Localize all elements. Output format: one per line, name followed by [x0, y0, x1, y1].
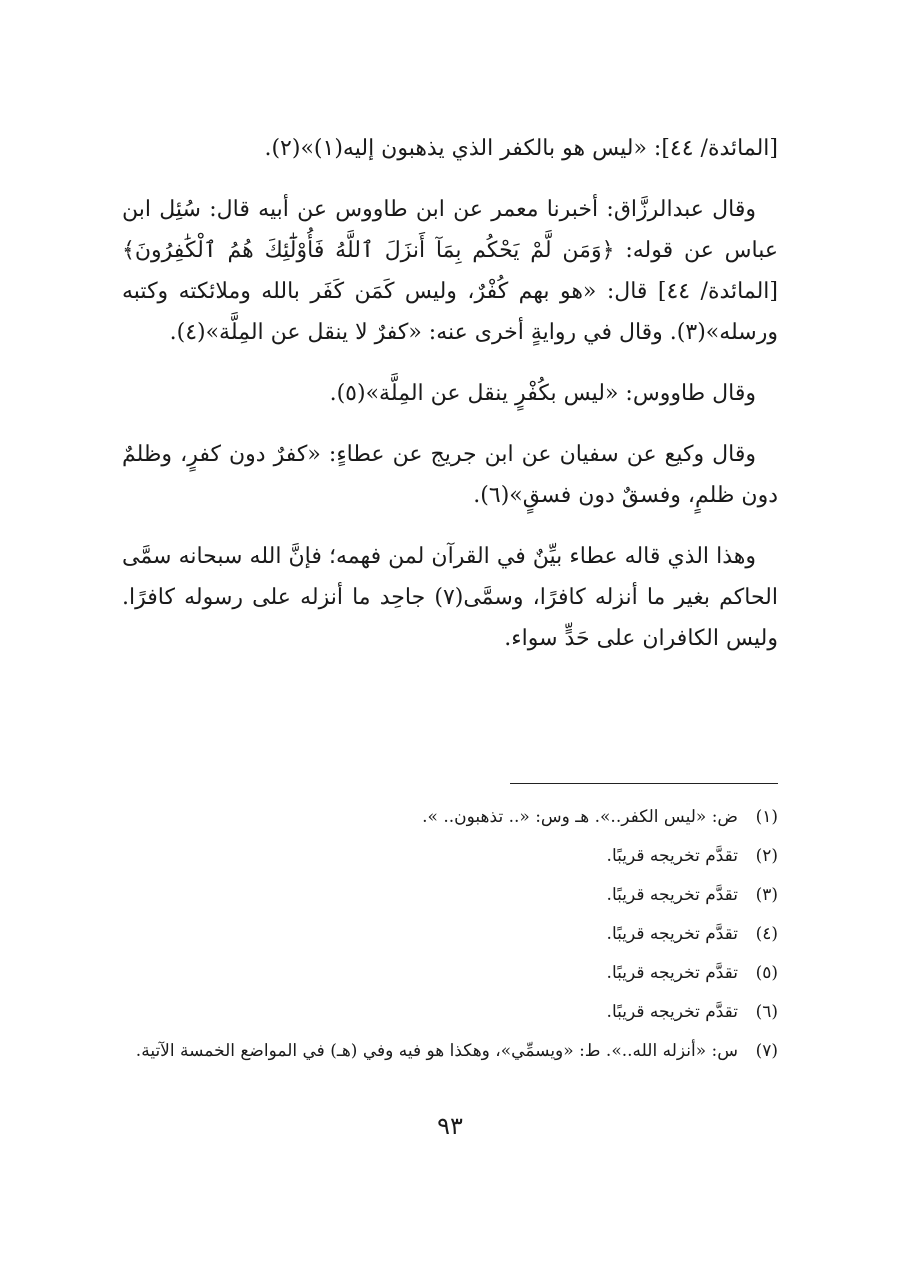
paragraph-2: وقال عبدالرزَّاق: أخبرنا معمر عن ابن طاووس عن أبيه قال: سُئِل ابن عباس عن قوله: ﴿وَمَن لَّمْ يَحْكُم بِمَآ أَنزَلَ ٱللَّهُ فَأُوْلَٰٓئِكَ هُمُ ٱلْكَٰفِرُونَ﴾ [المائدة/ ٤٤] قال: «هو بهم كُفْرٌ، وليس كَمَن كَفَر بالله وملائكته وكتبه ورسله»(٣). وقال في روايةٍ أخرى عنه: «كفرٌ لا ينقل عن المِلَّة»(٤). [122, 197, 778, 345]
footnote-text: تقدَّم تخريجه قريبًا. [606, 924, 738, 944]
footnote-text: تقدَّم تخريجه قريبًا. [606, 1002, 738, 1022]
footnotes [118, 798, 778, 1071]
footnote-item [118, 1032, 778, 1071]
footnote-text: تقدَّم تخريجه قريبًا. [606, 885, 738, 905]
footnote-number: (٢) [755, 846, 778, 866]
footnote-number: (٣) [755, 885, 778, 905]
paragraph-1: [المائدة/ ٤٤]: «ليس هو بالكفر الذي يذهبون إليه(١)»(٢). [264, 136, 778, 161]
footnote-number: (٤) [755, 924, 778, 944]
footnote-number: (١) [755, 807, 778, 827]
footnote-text: ض: «ليس الكفر..». هـ وس: «.. تذهبون.. ». [422, 807, 738, 827]
page-number: ٩٣ [437, 1112, 463, 1140]
footnote-item [118, 915, 778, 954]
main-text [122, 128, 778, 679]
footnote-item [118, 954, 778, 993]
footnote-item [118, 837, 778, 876]
footnote-item [118, 798, 778, 837]
paragraph-5: وهذا الذي قاله عطاء بيِّنٌ في القرآن لمن فهمه؛ فإنَّ الله سبحانه سمَّى الحاكم بغير ما أنزله كافرًا، وسمَّى(٧) جاحِد ما أنزله على رسوله كافرًا. وليس الكافران على حَدٍّ سواء. [122, 544, 778, 651]
footnote-text: تقدَّم تخريجه قريبًا. [606, 963, 738, 983]
footnote-item [118, 993, 778, 1032]
footnote-text: تقدَّم تخريجه قريبًا. [606, 846, 738, 866]
footnote-number: (٦) [755, 1002, 778, 1022]
footnote-text: س: «أنزله الله..». ط: «ويسمِّي»، وهكذا هو فيه وفي (هـ) في المواضع الخمسة الآتية. [135, 1041, 738, 1061]
paragraph-3: وقال طاووس: «ليس بكُفْرٍ ينقل عن المِلَّة»(٥). [329, 381, 756, 406]
footnote-item [118, 876, 778, 915]
footnote-number: (٧) [755, 1041, 778, 1061]
footnote-number: (٥) [755, 963, 778, 983]
paragraph-4: وقال وكيع عن سفيان عن ابن جريج عن عطاءٍ: «كفرٌ دون كفرٍ، وظلمٌ دون ظلمٍ، وفسقٌ دون فسقٍ»(٦). [122, 442, 778, 508]
footnote-separator [510, 783, 778, 784]
